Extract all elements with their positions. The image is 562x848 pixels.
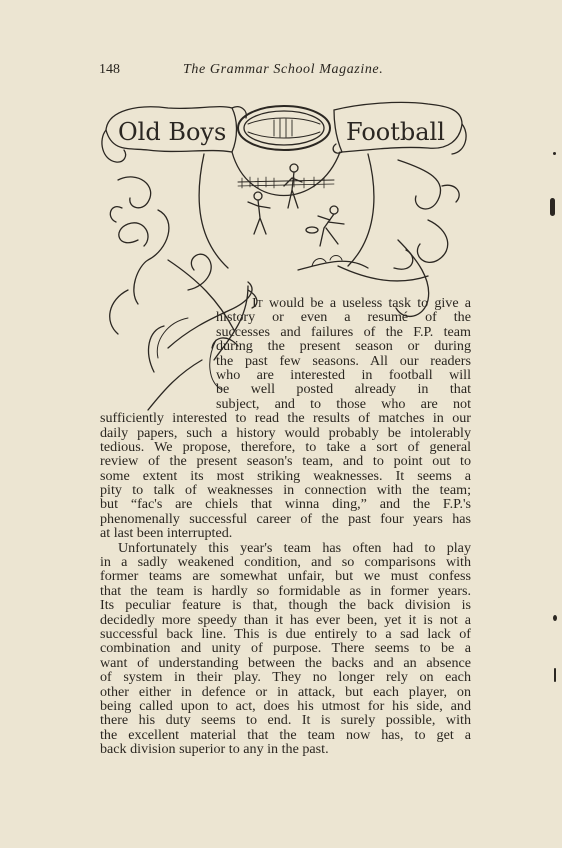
margin-mark	[554, 668, 556, 682]
margin-mark	[550, 198, 555, 216]
article-line: who are interested in football will	[216, 366, 471, 383]
article-line: decidedly more speedy than it has ever been, yet it is not a	[100, 611, 471, 628]
article-line: at last been interrupted.	[100, 525, 233, 542]
article-line: there his duty seems to end. It is surely possible, with	[100, 712, 471, 729]
article-line: former teams are somewhat unfair, but we must confess	[100, 568, 471, 585]
article-line: Its peculiar feature is that, though the back division is	[100, 597, 471, 614]
article-line: daily papers, such a history would probably be intolerably	[100, 424, 471, 441]
football-banner-text: Football	[346, 118, 445, 146]
article-line: back division superior to any in the past.	[100, 741, 329, 757]
article-line: of system in their play. They no longer rely on each	[100, 669, 471, 686]
page-number: 148	[99, 62, 120, 77]
drop-cap-word: It	[252, 295, 263, 311]
article-line: in a sadly weakened condition, and so comparisons with	[100, 554, 471, 570]
old-boys-banner-text: Old Boys	[118, 118, 227, 146]
margin-mark	[553, 152, 556, 155]
article-line: other either in defence or in attack, but each player, on	[100, 683, 471, 700]
article-line: subject, and to those who are not	[216, 395, 471, 412]
article-line: It would be a useless task to give a	[252, 295, 471, 311]
article-line: but “fac's are chiels that winna ding,” and the F.P.'s	[100, 496, 471, 513]
article-line: successes and failures of the F.P. team	[216, 323, 471, 340]
article-line: being called upon to act, does his utmost for his side, and	[100, 697, 471, 714]
page-header	[99, 62, 471, 82]
article-line: combination and unity of purpose. There seems to be a	[100, 640, 471, 657]
article-line: the excellent material that the team now has, to get a	[100, 726, 471, 743]
article-line: Unfortunately this year's team has often had to play	[118, 539, 471, 556]
article-line: be well posted already in that	[216, 381, 471, 398]
article-line: the past few seasons. All our readers	[216, 352, 471, 369]
article-line: some extent its most striking weaknesses. It seems a	[100, 467, 471, 484]
article-line: pity to talk of weaknesses in connection with the team;	[100, 482, 471, 498]
article-line: during the present season or during	[216, 338, 471, 355]
article-line: successful back line. This is due entirely to a sad lack of	[100, 625, 471, 642]
article-line: tedious. We propose, therefore, to take a sort of general	[100, 438, 471, 455]
article-line: phenomenally successful career of the past four years has	[100, 510, 471, 527]
margin-mark	[553, 615, 557, 621]
article-line: history or even a resumé of the	[216, 309, 471, 326]
article-line: that the team is hardly so formidable as in former years.	[100, 582, 471, 599]
running-title: The Grammar School Magazine.	[183, 62, 384, 77]
article-line: sufficiently interested to read the results of matches in our	[100, 410, 471, 427]
article-line: want of understanding between the backs and an absence	[100, 654, 471, 671]
article-line: review of the present season's team, and to point out to	[100, 453, 471, 470]
